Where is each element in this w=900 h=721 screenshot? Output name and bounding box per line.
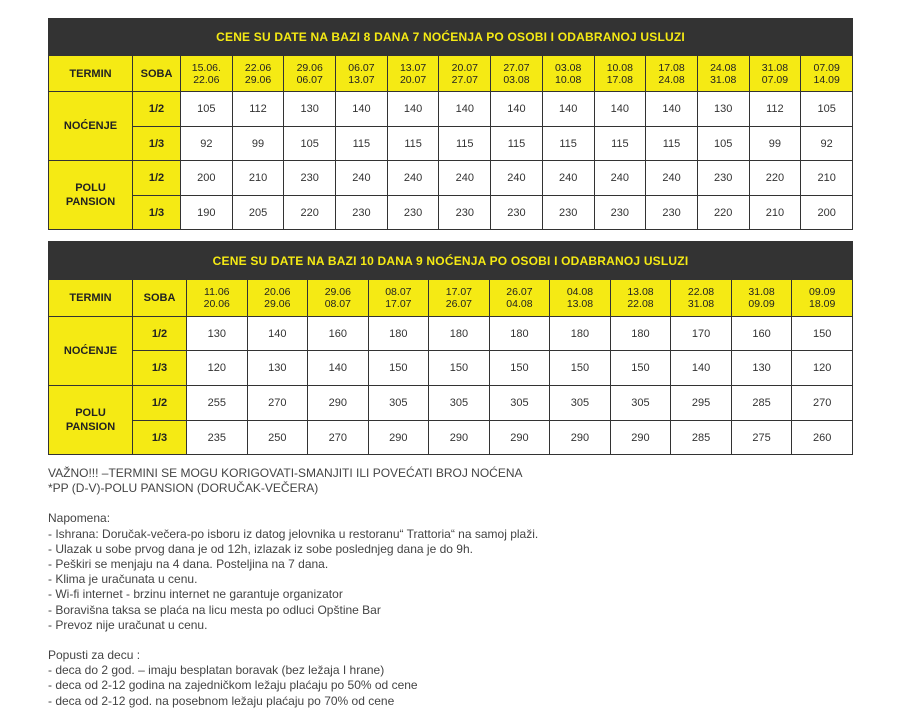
price-cell: 105 bbox=[181, 92, 233, 127]
price-cell: 150 bbox=[792, 317, 853, 351]
price-row bbox=[49, 351, 853, 386]
price-cell: 230 bbox=[387, 196, 439, 230]
price-cell: 220 bbox=[284, 196, 336, 230]
room-type: 1/3 bbox=[133, 127, 181, 161]
date-to: 07.09 bbox=[761, 73, 789, 86]
service-label-line: PANSION bbox=[65, 196, 116, 208]
date-to: 04.08 bbox=[506, 298, 533, 310]
date-to: 17.08 bbox=[606, 73, 633, 86]
room-type: 1/3 bbox=[133, 421, 187, 455]
date-from: 06.07 bbox=[348, 61, 375, 74]
price-cell: 115 bbox=[542, 127, 594, 161]
date-to: 17.07 bbox=[385, 298, 412, 310]
price-cell: 140 bbox=[336, 92, 388, 127]
price-cell: 130 bbox=[187, 317, 248, 351]
date-to: 22.06 bbox=[193, 73, 220, 86]
service-label bbox=[49, 317, 133, 386]
date-from: 13.07 bbox=[399, 61, 427, 74]
price-cell: 295 bbox=[671, 386, 732, 421]
date-range-header bbox=[284, 56, 336, 92]
price-cell: 285 bbox=[671, 421, 732, 455]
price-cell: 305 bbox=[610, 386, 671, 421]
room-type: 1/3 bbox=[133, 196, 181, 230]
price-row bbox=[49, 92, 853, 127]
price-cell: 150 bbox=[429, 351, 490, 386]
price-cell: 240 bbox=[387, 161, 439, 196]
price-cell: 235 bbox=[187, 421, 248, 455]
price-cell: 305 bbox=[489, 386, 550, 421]
price-cell: 140 bbox=[491, 92, 543, 127]
price-cell: 290 bbox=[489, 421, 550, 455]
price-cell: 210 bbox=[749, 196, 801, 230]
price-cell: 160 bbox=[308, 317, 369, 351]
napomena-item: - Ulazak u sobe prvog dana je od 12h, izlazak iz sobe poslednjeg dana je do 9h. bbox=[48, 541, 473, 556]
price-cell: 115 bbox=[646, 127, 698, 161]
date-from: 22.08 bbox=[687, 286, 715, 298]
date-to: 08.07 bbox=[324, 298, 351, 310]
service-label bbox=[49, 386, 133, 455]
price-cell: 270 bbox=[247, 386, 308, 421]
popusti-item: - deca od 2-12 godina na zajedničkom ležaju plaćaju po 50% od cene bbox=[48, 678, 418, 693]
price-cell: 240 bbox=[542, 161, 594, 196]
price-cell: 115 bbox=[439, 127, 491, 161]
price-cell: 115 bbox=[594, 127, 646, 161]
price-table-9-nights bbox=[48, 241, 853, 455]
price-cell: 130 bbox=[731, 351, 792, 386]
room-type: 1/2 bbox=[133, 161, 181, 196]
date-from: 22.06 bbox=[244, 61, 272, 74]
date-range-header bbox=[646, 56, 698, 92]
price-cell: 140 bbox=[542, 92, 594, 127]
price-cell: 112 bbox=[232, 92, 284, 127]
price-cell: 150 bbox=[550, 351, 611, 386]
date-range-header bbox=[308, 280, 369, 317]
price-cell: 140 bbox=[308, 351, 369, 386]
date-to: 03.08 bbox=[503, 73, 530, 86]
price-cell: 210 bbox=[801, 161, 853, 196]
date-range-header bbox=[801, 56, 853, 92]
price-cell: 180 bbox=[368, 317, 429, 351]
date-from: 31.08 bbox=[761, 61, 789, 74]
price-row bbox=[49, 421, 853, 455]
price-cell: 115 bbox=[387, 127, 439, 161]
price-cell: 140 bbox=[387, 92, 439, 127]
service-label-line: NOĆENJE bbox=[63, 345, 118, 357]
price-cell: 140 bbox=[646, 92, 698, 127]
price-cell: 140 bbox=[594, 92, 646, 127]
price-cell: 270 bbox=[792, 386, 853, 421]
date-range-header bbox=[232, 56, 284, 92]
napomena-item: - Ishrana: Doručak-večera-po isboru iz datog jelovnika u restoranu“ Trattoria“ na samoj plaži. bbox=[48, 526, 539, 541]
napomena-item: - Boravišna taksa se plaća na licu mesta po odluci Opštine Bar bbox=[48, 602, 381, 617]
date-range-header bbox=[594, 56, 646, 92]
date-from: 13.08 bbox=[627, 286, 654, 298]
service-label-line: PANSION bbox=[65, 421, 116, 433]
price-cell: 230 bbox=[491, 196, 543, 230]
date-from: 20.07 bbox=[451, 61, 478, 74]
price-cell: 130 bbox=[697, 92, 749, 127]
price-cell: 99 bbox=[232, 127, 284, 161]
napomena-title: Napomena: bbox=[48, 511, 111, 526]
date-from: 17.08 bbox=[658, 61, 685, 74]
termin-header: TERMIN bbox=[49, 56, 133, 92]
date-to: 31.08 bbox=[687, 298, 715, 310]
popusti-item: - deca do 2 god. – imaju besplatan boravak (bez ležaja I hrane) bbox=[48, 663, 385, 678]
date-to: 10.08 bbox=[555, 73, 582, 86]
service-label-line: POLU bbox=[75, 182, 106, 194]
date-from: 09.09 bbox=[809, 286, 836, 298]
price-cell: 290 bbox=[550, 421, 611, 455]
price-cell: 160 bbox=[731, 317, 792, 351]
napomena-item: - Peškiri se menjaju na 4 dana. Posteljina na 7 dana. bbox=[48, 557, 329, 572]
price-cell: 150 bbox=[489, 351, 550, 386]
price-cell: 210 bbox=[232, 161, 284, 196]
price-cell: 180 bbox=[610, 317, 671, 351]
price-cell: 180 bbox=[429, 317, 490, 351]
service-label-line: NOĆENJE bbox=[63, 120, 118, 132]
date-to: 29.06 bbox=[264, 298, 291, 310]
date-range-header bbox=[489, 280, 550, 317]
date-from: 20.06 bbox=[264, 286, 291, 298]
price-cell: 230 bbox=[646, 196, 698, 230]
soba-header: SOBA bbox=[133, 280, 187, 317]
table-title: CENE SU DATE NA BAZI 8 DANA 7 NOĆENJA PO OSOBI I ODABRANOJ USLUZI bbox=[49, 19, 853, 56]
price-cell: 190 bbox=[181, 196, 233, 230]
date-range-header bbox=[187, 280, 248, 317]
price-cell: 130 bbox=[247, 351, 308, 386]
date-to: 06.07 bbox=[296, 73, 323, 86]
price-cell: 290 bbox=[308, 386, 369, 421]
date-from: 29.06 bbox=[296, 61, 323, 74]
price-cell: 115 bbox=[491, 127, 543, 161]
price-cell: 230 bbox=[697, 161, 749, 196]
termin-header: TERMIN bbox=[49, 280, 133, 317]
date-from: 31.08 bbox=[748, 286, 775, 298]
room-type: 1/2 bbox=[133, 317, 187, 351]
price-cell: 112 bbox=[749, 92, 801, 127]
date-range-header bbox=[336, 56, 388, 92]
date-to: 26.07 bbox=[445, 298, 473, 310]
price-cell: 200 bbox=[801, 196, 853, 230]
price-cell: 230 bbox=[336, 196, 388, 230]
price-cell: 92 bbox=[801, 127, 853, 161]
service-label bbox=[49, 92, 133, 161]
date-from: 03.08 bbox=[555, 61, 582, 74]
date-to: 13.07 bbox=[348, 73, 375, 86]
room-type: 1/2 bbox=[133, 92, 181, 127]
price-cell: 240 bbox=[646, 161, 698, 196]
price-cell: 240 bbox=[491, 161, 543, 196]
price-cell: 105 bbox=[697, 127, 749, 161]
date-from: 04.08 bbox=[566, 286, 594, 298]
price-cell: 305 bbox=[550, 386, 611, 421]
date-from: 15.06. bbox=[191, 61, 221, 74]
price-cell: 105 bbox=[801, 92, 853, 127]
price-cell: 205 bbox=[232, 196, 284, 230]
date-range-header bbox=[429, 280, 490, 317]
date-to: 27.07 bbox=[451, 73, 478, 86]
price-cell: 140 bbox=[671, 351, 732, 386]
date-to: 18.09 bbox=[809, 298, 836, 310]
price-cell: 115 bbox=[336, 127, 388, 161]
price-cell: 290 bbox=[610, 421, 671, 455]
date-from: 27.07 bbox=[503, 61, 530, 74]
price-cell: 230 bbox=[594, 196, 646, 230]
date-range-header bbox=[550, 280, 611, 317]
service-label-line: POLU bbox=[75, 407, 106, 419]
date-to: 13.08 bbox=[566, 298, 594, 310]
date-range-header bbox=[749, 56, 801, 92]
price-cell: 120 bbox=[187, 351, 248, 386]
date-from: 29.06 bbox=[324, 286, 351, 298]
date-range-header bbox=[387, 56, 439, 92]
price-cell: 150 bbox=[368, 351, 429, 386]
price-cell: 180 bbox=[489, 317, 550, 351]
date-range-header bbox=[439, 56, 491, 92]
price-table-7-nights bbox=[48, 18, 853, 230]
popusti-item: - deca od 2-12 god. na posebnom ležaju plaćaju po 70% od cene bbox=[48, 693, 395, 708]
date-range-header bbox=[181, 56, 233, 92]
notes-section bbox=[48, 466, 848, 709]
popusti-title: Popusti za decu : bbox=[48, 648, 141, 663]
price-cell: 200 bbox=[181, 161, 233, 196]
service-label bbox=[49, 161, 133, 230]
date-range-header bbox=[610, 280, 671, 317]
room-type: 1/2 bbox=[133, 386, 187, 421]
price-cell: 120 bbox=[792, 351, 853, 386]
price-cell: 270 bbox=[308, 421, 369, 455]
price-cell: 290 bbox=[429, 421, 490, 455]
price-cell: 140 bbox=[247, 317, 308, 351]
price-cell: 99 bbox=[749, 127, 801, 161]
price-row bbox=[49, 127, 853, 161]
date-from: 17.07 bbox=[445, 286, 473, 298]
date-range-header bbox=[491, 56, 543, 92]
date-from: 10.08 bbox=[606, 61, 633, 74]
date-to: 31.08 bbox=[710, 73, 737, 86]
napomena-item: - Wi-fi internet - brzinu internet ne garantuje organizator bbox=[48, 587, 343, 602]
soba-header: SOBA bbox=[133, 56, 181, 92]
date-from: 08.07 bbox=[385, 286, 412, 298]
important-note: VAŽNO!!! –TERMINI SE MOGU KORIGOVATI-SMANJITI ILI POVEĆATI BROJ NOĆENA bbox=[48, 466, 523, 480]
date-to: 29.06 bbox=[244, 73, 272, 86]
price-cell: 105 bbox=[284, 127, 336, 161]
price-cell: 170 bbox=[671, 317, 732, 351]
price-cell: 240 bbox=[439, 161, 491, 196]
date-range-header bbox=[247, 280, 308, 317]
room-type: 1/3 bbox=[133, 351, 187, 386]
price-row bbox=[49, 317, 853, 351]
table-title: CENE SU DATE NA BAZI 10 DANA 9 NOĆENJA PO OSOBI I ODABRANOJ USLUZI bbox=[49, 242, 853, 280]
date-to: 20.07 bbox=[399, 73, 427, 86]
price-cell: 250 bbox=[247, 421, 308, 455]
napomena-item: - Prevoz nije uračunat u cenu. bbox=[48, 617, 208, 632]
date-range-header bbox=[368, 280, 429, 317]
price-cell: 305 bbox=[368, 386, 429, 421]
date-from: 24.08 bbox=[710, 61, 737, 74]
price-cell: 230 bbox=[439, 196, 491, 230]
price-cell: 240 bbox=[594, 161, 646, 196]
date-from: 11.06 bbox=[204, 286, 230, 298]
date-range-header bbox=[697, 56, 749, 92]
date-to: 24.08 bbox=[658, 73, 685, 86]
date-to: 22.08 bbox=[627, 298, 654, 310]
price-cell: 275 bbox=[731, 421, 792, 455]
price-cell: 260 bbox=[792, 421, 853, 455]
date-from: 07.09 bbox=[813, 61, 840, 74]
price-cell: 230 bbox=[542, 196, 594, 230]
date-range-header bbox=[731, 280, 792, 317]
price-cell: 220 bbox=[697, 196, 749, 230]
date-to: 14.09 bbox=[813, 73, 840, 86]
price-row bbox=[49, 386, 853, 421]
date-range-header bbox=[671, 280, 732, 317]
date-range-header bbox=[542, 56, 594, 92]
price-cell: 220 bbox=[749, 161, 801, 196]
price-cell: 150 bbox=[610, 351, 671, 386]
price-cell: 285 bbox=[731, 386, 792, 421]
price-cell: 240 bbox=[336, 161, 388, 196]
price-cell: 305 bbox=[429, 386, 490, 421]
price-row bbox=[49, 161, 853, 196]
date-to: 09.09 bbox=[748, 298, 775, 310]
price-cell: 92 bbox=[181, 127, 233, 161]
price-row bbox=[49, 196, 853, 230]
date-to: 20.06 bbox=[203, 298, 230, 310]
date-from: 26.07 bbox=[506, 286, 533, 298]
price-cell: 230 bbox=[284, 161, 336, 196]
napomena-item: - Klima je uračunata u cenu. bbox=[48, 572, 198, 587]
date-range-header bbox=[792, 280, 853, 317]
price-cell: 290 bbox=[368, 421, 429, 455]
price-cell: 130 bbox=[284, 92, 336, 127]
half-board-note: *PP (D-V)-POLU PANSION (DORUČAK-VEČERA) bbox=[48, 481, 319, 496]
price-cell: 180 bbox=[550, 317, 611, 351]
price-cell: 140 bbox=[439, 92, 491, 127]
price-cell: 255 bbox=[187, 386, 248, 421]
